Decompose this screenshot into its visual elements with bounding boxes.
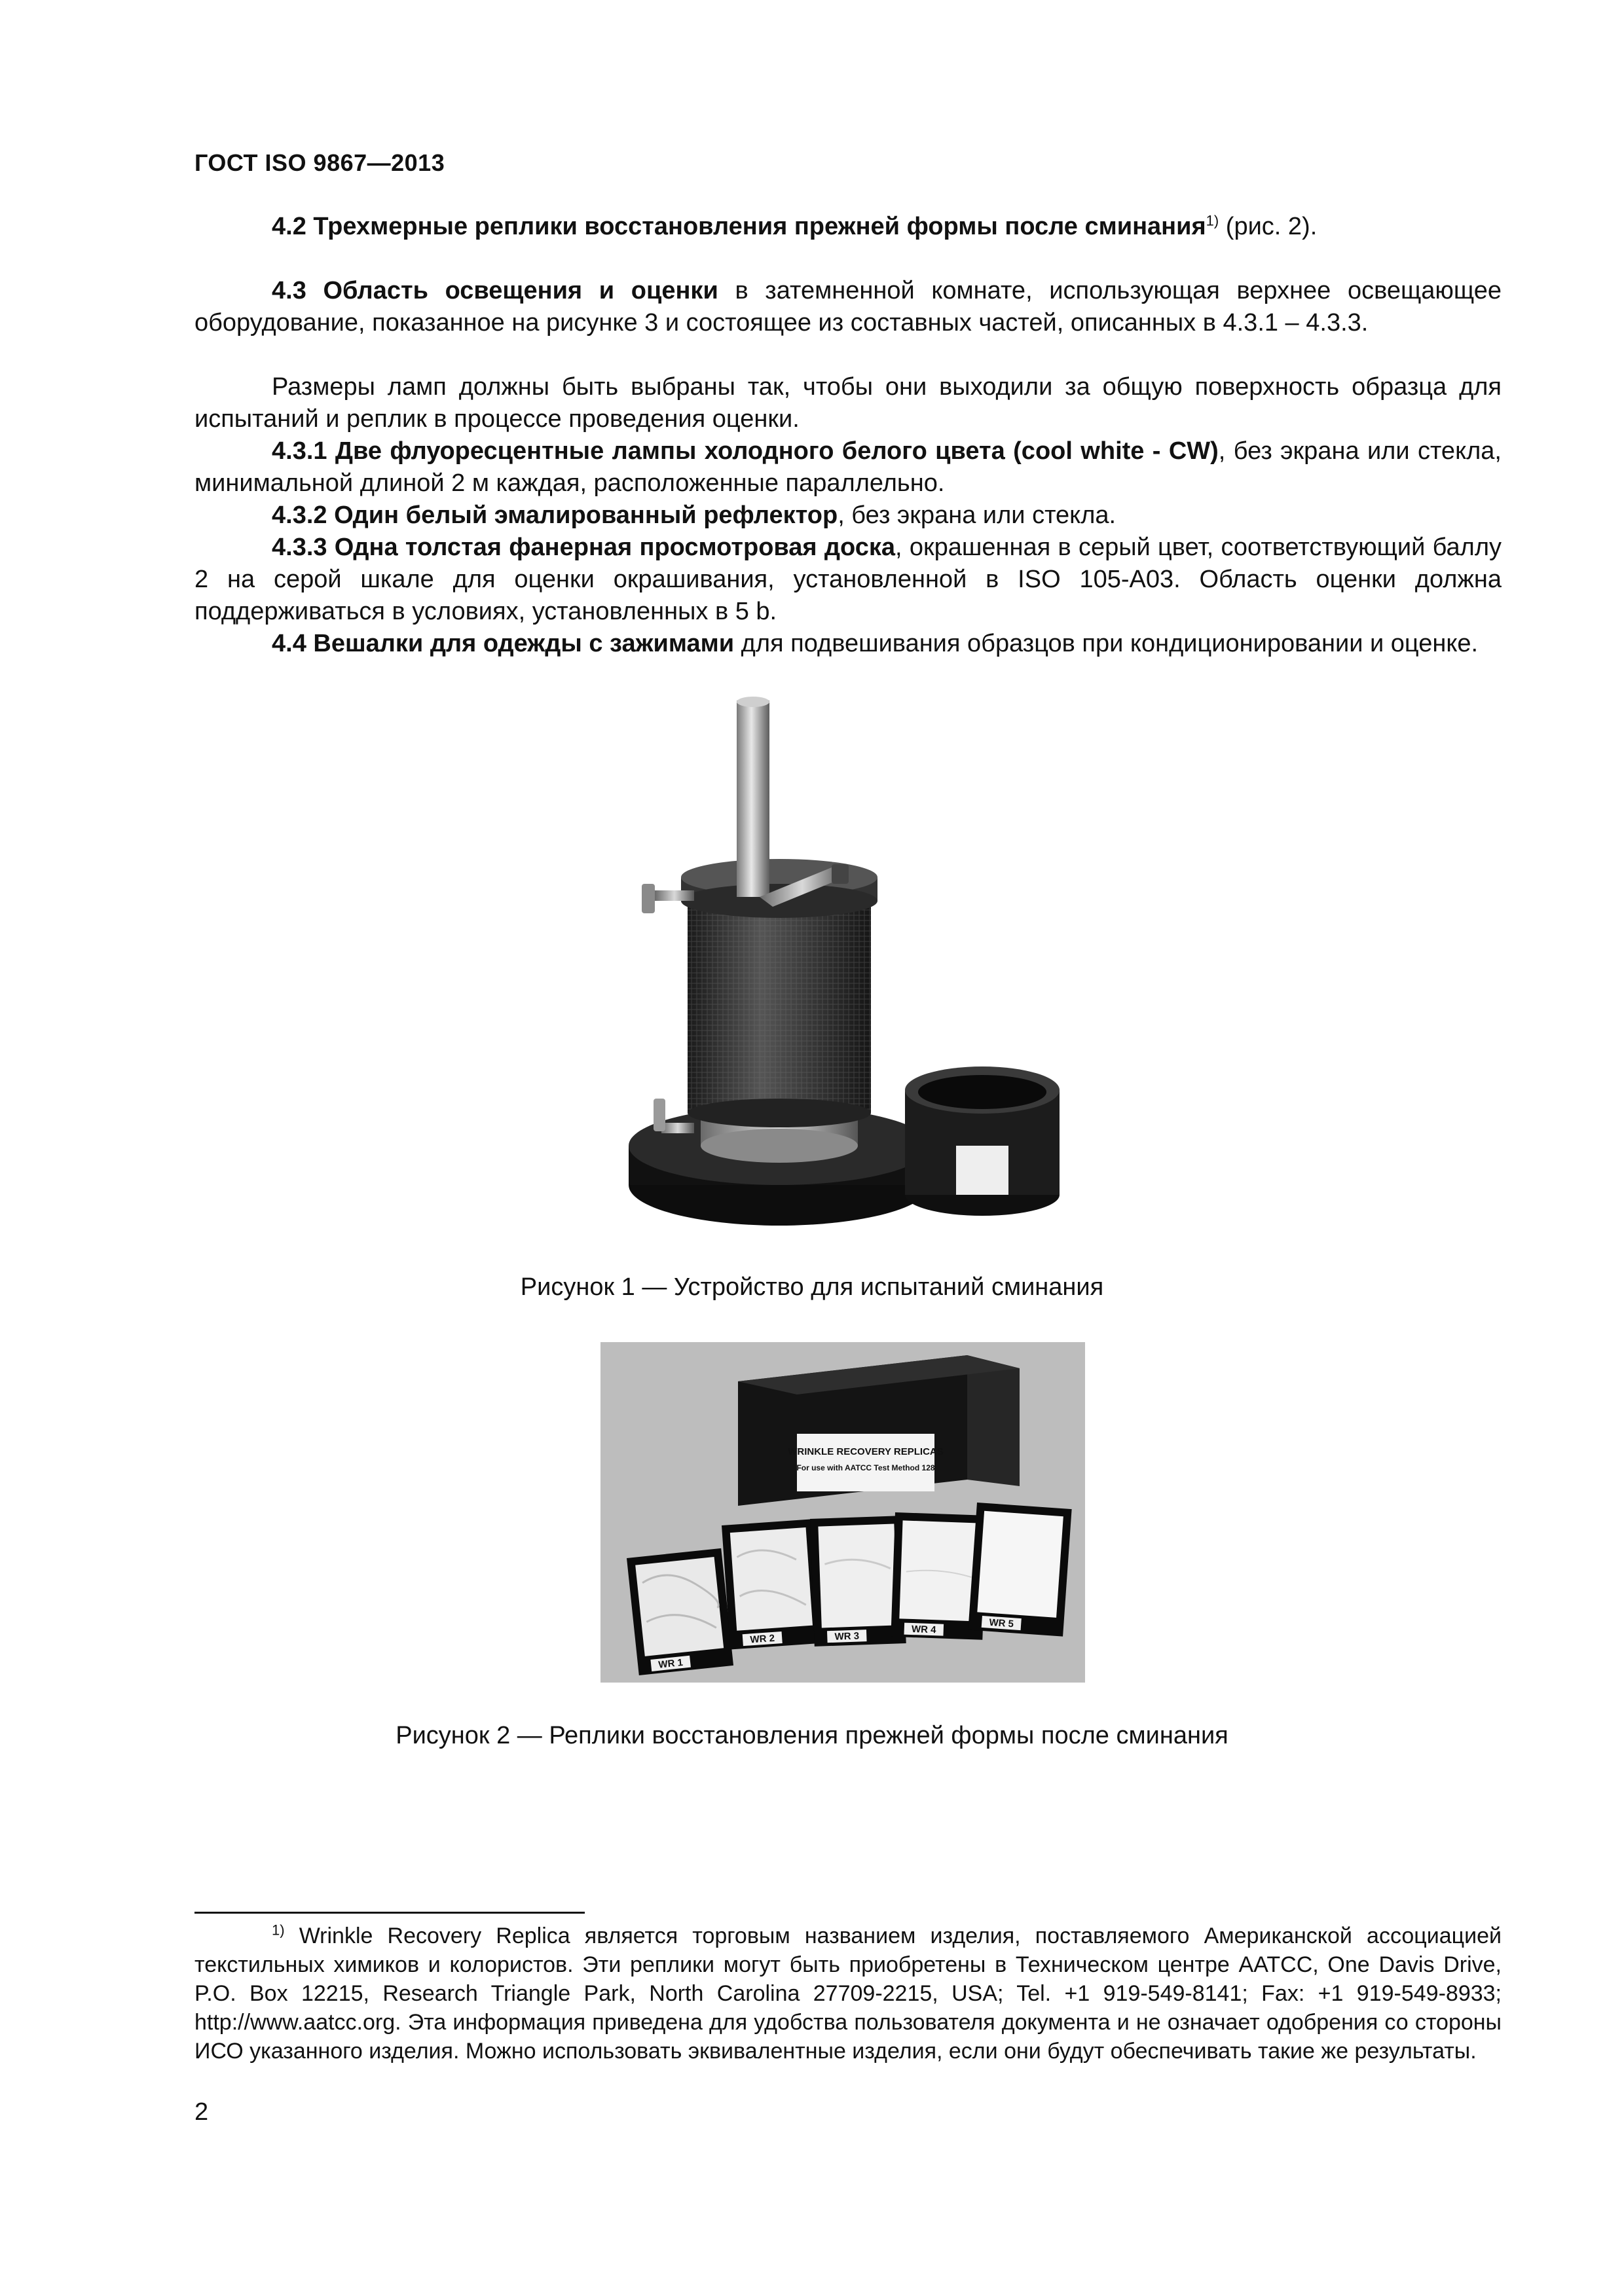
box-label-title: WRINKLE RECOVERY REPLICAS <box>788 1446 944 1457</box>
section-4-3-1-title: 4.3.1 Две флуоресцентные лампы холодного белого цвета (cool white - CW) <box>272 437 1219 465</box>
section-4-3-title: 4.3 Область освещения и оценки <box>272 277 718 304</box>
section-4-3-1 <box>194 435 1502 500</box>
section-4-3-3-text: , окрашенная в серый цвет, соответствующий баллу 2 на серой шкале для оценки окрашивания, установленной в ISO 105-A03. Область оценки должна поддерживаться в условиях, установленных в 5 b. <box>194 534 1502 625</box>
footnote-divider <box>194 1912 585 1914</box>
section-4-4-text: для подвешивания образцов при кондиционировании и оценке. <box>734 630 1479 657</box>
replica-card-5-label: WR 5 <box>988 1616 1014 1630</box>
footnote-mark: 1) <box>272 1922 285 1939</box>
figure-1-caption: Рисунок 1 — Устройство для испытаний сминания <box>520 1273 1104 1301</box>
page-number: 2 <box>194 2098 209 2126</box>
section-4-2-text: (рис. 2). <box>1219 213 1318 240</box>
figure-1-photo <box>616 687 1061 1237</box>
replica-card-5 <box>968 1503 1071 1637</box>
replica-card-4-label: WR 4 <box>911 1623 936 1636</box>
footnote-ref-1: 1) <box>1206 212 1219 229</box>
footnote-text: Wrinkle Recovery Replica является торговым названием изделия, поставляемого Американской ассоциацией текстильных химиков и колористов. Эти реплики могут быть приобретены в Техническом центре AATCC, One Davis Drive, P.O. Box 12215, Research Triangle Park, North Carolina 27709-2215, USA; Tel. +1 919-549-8141; Fax: +1 919-549-8933; http://www.aatcc.org. Эта информация приведена для удобства пользователя документа и не означает одобрения со стороны ИСО указанного изделия. Можно использовать эквивалентные изделия, если они будут обеспечивать такие же результаты. <box>194 1923 1502 2064</box>
section-4-3-text: в затемненной комнате, использующая верхнее освещающее оборудование, показанное на рисунке 3 и состоящее из составных частей, описанных в 4.3.1 – 4.3.3. <box>194 277 1502 337</box>
figure-2-photo <box>600 1342 1085 1683</box>
section-4-3-3-title: 4.3.3 Одна толстая фанерная просмотровая доска <box>272 534 895 561</box>
section-4-3-2-title: 4.3.2 Один белый эмалированный рефлектор <box>272 501 838 529</box>
section-4-3-2 <box>194 500 1502 532</box>
section-4-3-3 <box>194 532 1502 628</box>
section-4-4-title: 4.4 Вешалки для одежды с зажимами <box>272 630 735 657</box>
section-4-3-1-text: , без экрана или стекла, минимальной длиной 2 м каждая, расположенные параллельно. <box>194 437 1502 497</box>
section-4-4 <box>194 628 1502 660</box>
section-4-2-title: 4.2 Трехмерные реплики восстановления прежней формы после сминания <box>272 213 1206 240</box>
section-4-2 <box>194 211 1502 243</box>
section-4-3-note: Размеры ламп должны быть выбраны так, чтобы они выходили за общую поверхность образца для испытаний и реплик в процессе проведения оценки. <box>194 373 1502 433</box>
document-header: ГОСТ ISO 9867—2013 <box>194 149 445 176</box>
replica-card-1 <box>627 1548 733 1675</box>
replica-card-3-label: WR 3 <box>834 1630 860 1643</box>
replica-card-2 <box>722 1519 822 1649</box>
section-4-3 <box>194 275 1502 339</box>
replica-card-2-label: WR 2 <box>749 1632 775 1646</box>
footnote <box>194 1922 1502 2066</box>
replica-card-1-label: WR 1 <box>657 1656 684 1671</box>
box-label-subtitle: For use with AATCC Test Method 128 <box>796 1463 935 1472</box>
section-4-3-2-text: , без экрана или стекла. <box>838 501 1116 529</box>
figure-2-caption: Рисунок 2 — Реплики восстановления прежней формы после сминания <box>396 1722 1228 1749</box>
